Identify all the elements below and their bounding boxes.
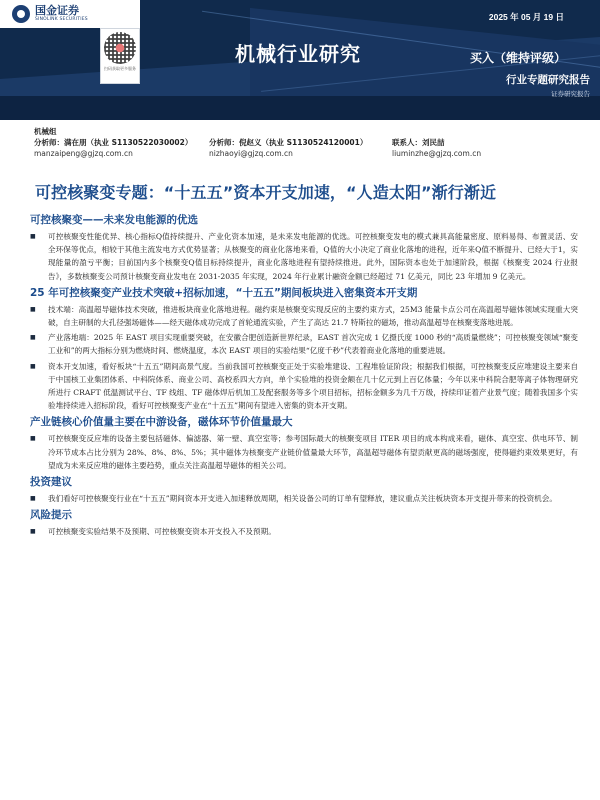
report-header-banner (0, 0, 600, 120)
report-date: 2025 年 05 月 19 日 (488, 12, 564, 22)
bullet-item (30, 492, 578, 505)
analyst-group-name: 机械组 (34, 127, 57, 136)
report-category-title: 机械行业研究 (235, 42, 361, 66)
bullet-square-icon: ■ (30, 362, 36, 370)
section-heading: 可控核聚变——未来发电能源的优选 (30, 214, 198, 226)
bullet-square-icon: ■ (30, 305, 36, 313)
analyst-name: 分析师：倪赵义（执业 S1130524120001） (209, 138, 368, 147)
bullet-item (30, 230, 578, 283)
bullet-square-icon: ■ (30, 233, 36, 240)
section-risk-warning (30, 507, 578, 538)
report-sub-label: 证券研究报告 (551, 90, 590, 98)
bullet-text: 可控核聚变性能优异、核心指标Q值持续提升、产业化资本加速，是未来发电能源的优选。可控核聚变发电的模式兼具高能量密度、原料易得、布置灵活、安全环保等优点，相较于其他主流发电方式优势显著；从核聚变的商业化落地来看，Q值的大小决定了商业化落地的进程，近年来Q值不断提升、已经大于1，实现能量的盈亏平衡；目前国内多个核聚变Q值目标持续提升，商业化落地进程有望持续推进。此外，国际资本也处于加速阶段，根据《核聚变 2024 行业报告》，多数核聚变公司预计核聚变商业发电在 2031-2035 年实现，2024 年行业累计融资金额已经超过 71 亿美元，同比 23 年增加 9 亿美元。 (48, 232, 578, 281)
report-summary-body (30, 212, 578, 540)
analyst-emails-row (34, 148, 574, 159)
section-investment-advice (30, 474, 578, 505)
contact-email-link[interactable]: liuminzhe@gjzq.com.cn (392, 149, 482, 158)
section-heading: 风险提示 (30, 509, 72, 522)
brand-logo (0, 0, 140, 28)
bullet-text: 可控核聚变实验结果不及预期、可控核聚变资本开支投入不及预期。 (48, 527, 276, 537)
analyst-email-link[interactable]: manzaipeng@gjzq.com.cn (34, 149, 133, 158)
brand-name-en: SINOLINK SECURITIES (35, 17, 88, 23)
bullet-item (30, 331, 578, 357)
bullet-text: 我们看好可控核聚变行业在“十五五”期间资本开支进入加速释放周期，相关设备公司的订单有望释放，建议重点关注板块资本开支提升带来的投资机会。 (48, 494, 557, 504)
analyst-names-row (34, 137, 574, 148)
bullet-square-icon: ■ (30, 528, 36, 536)
analyst-info (34, 126, 574, 159)
section-fusion-overview (30, 212, 578, 283)
qr-code-card[interactable] (100, 28, 140, 84)
bullet-item (30, 525, 578, 538)
section-heading: 产业链核心价值量主要在中游设备，磁体环节价值量最大 (30, 416, 293, 429)
report-main-title: 可控核聚变专题：“十五五”资本开支加速，“人造太阳”渐行渐近 (35, 183, 497, 202)
bullet-square-icon: ■ (30, 495, 36, 503)
analyst-name: 分析师：满在朋（执业 S1130522030002） (34, 138, 193, 147)
bullet-square-icon: ■ (30, 435, 36, 443)
analyst-email-link[interactable]: nizhaoyi@gjzq.com.cn (209, 149, 293, 158)
report-type-label: 行业专题研究报告 (506, 74, 590, 86)
qr-code-icon (104, 32, 136, 64)
section-value-chain (30, 414, 578, 472)
brand-logo-icon (12, 5, 30, 23)
header-decor-shape (0, 96, 600, 120)
bullet-item (30, 360, 578, 413)
contact-name: 联系人：刘民喆 (392, 138, 445, 147)
rating-label: 买入（维持评级） (469, 51, 566, 65)
brand-name-cn: 国金证券 (35, 4, 79, 18)
bullet-text: 资本开支加速，看好板块“十五五”期间高景气度。当前我国可控核聚变正处于实验堆建设、工程堆验证阶段；根据我们根据，可控核聚变反应堆建设主要来自于中国核工业集团体系、中科院体系、商业公司、高校系四大方向，单个实验堆的投资金额在几十亿元到上百亿体量；今年以来中科院合肥等离子体物理研究所进行 CRAFT 低温测试平台、TF 线组、TF 磁体焊后机加工及配套服务等多个项目招标，招标金额多为几千万级，持续印证着产业景气度；随着我国多个实验堆持续进入招标阶段，看好可控核聚变产业在“十五五”期间有望进入密集的资本开支期。 (48, 361, 578, 411)
bullet-text: 可控核聚变反应堆的设备主要包括磁体、偏滤器、第一壁、真空室等；参考国际最大的核聚变项目 ITER 项目的成本构成来看，磁体、真空室、供电环节、制冷环节成本占比分别为 28%、8%、8%、5%；其中磁体为核聚变产业链价值量最大环节，高温超导磁体有望贡献更高的磁场强度，使得磁约束效果更好，有望成为未来反应堆的磁体主要趋势，重点关注高温超导磁体的相关公司。 (48, 434, 578, 470)
bullet-square-icon: ■ (30, 334, 36, 342)
bullet-text: 产业落地端：2025 年 EAST 项目实现重要突破，在安徽合肥创造新世界纪录，EAST 首次完成 1 亿摄氏度 1000 秒的“高质量燃烧”；可控核聚变领域“聚变工业和”的两大指标分别为燃烧时间、燃烧温度，本次 EAST 项目的实验结果“亿度千秒”代表着商业化落地的重要进展。 (48, 333, 578, 356)
section-heading: 投资建议 (30, 476, 72, 489)
bullet-item (30, 432, 578, 472)
section-heading: 25 年可控核聚变产业技术突破+招标加速，“十五五”期间板块进入密集资本开支期 (30, 286, 418, 299)
section-industry-progress (30, 285, 578, 413)
bullet-item (30, 303, 578, 329)
qr-caption: 扫码获取更多服务 (104, 66, 136, 71)
bullet-text: 技术端：高温超导磁体技术突破，推进板块商业化落地进程。磁约束是核聚变实现反应的主要约束方式，25M3 能量卡点公司在高温超导磁体领域实现重大突破，自主研制的大孔径强场磁体——经天磁体成功完成了首轮通流实验，产生了高达 21.7 特斯拉的磁场，推动高温超导在核聚变落地进展。 (48, 304, 578, 328)
